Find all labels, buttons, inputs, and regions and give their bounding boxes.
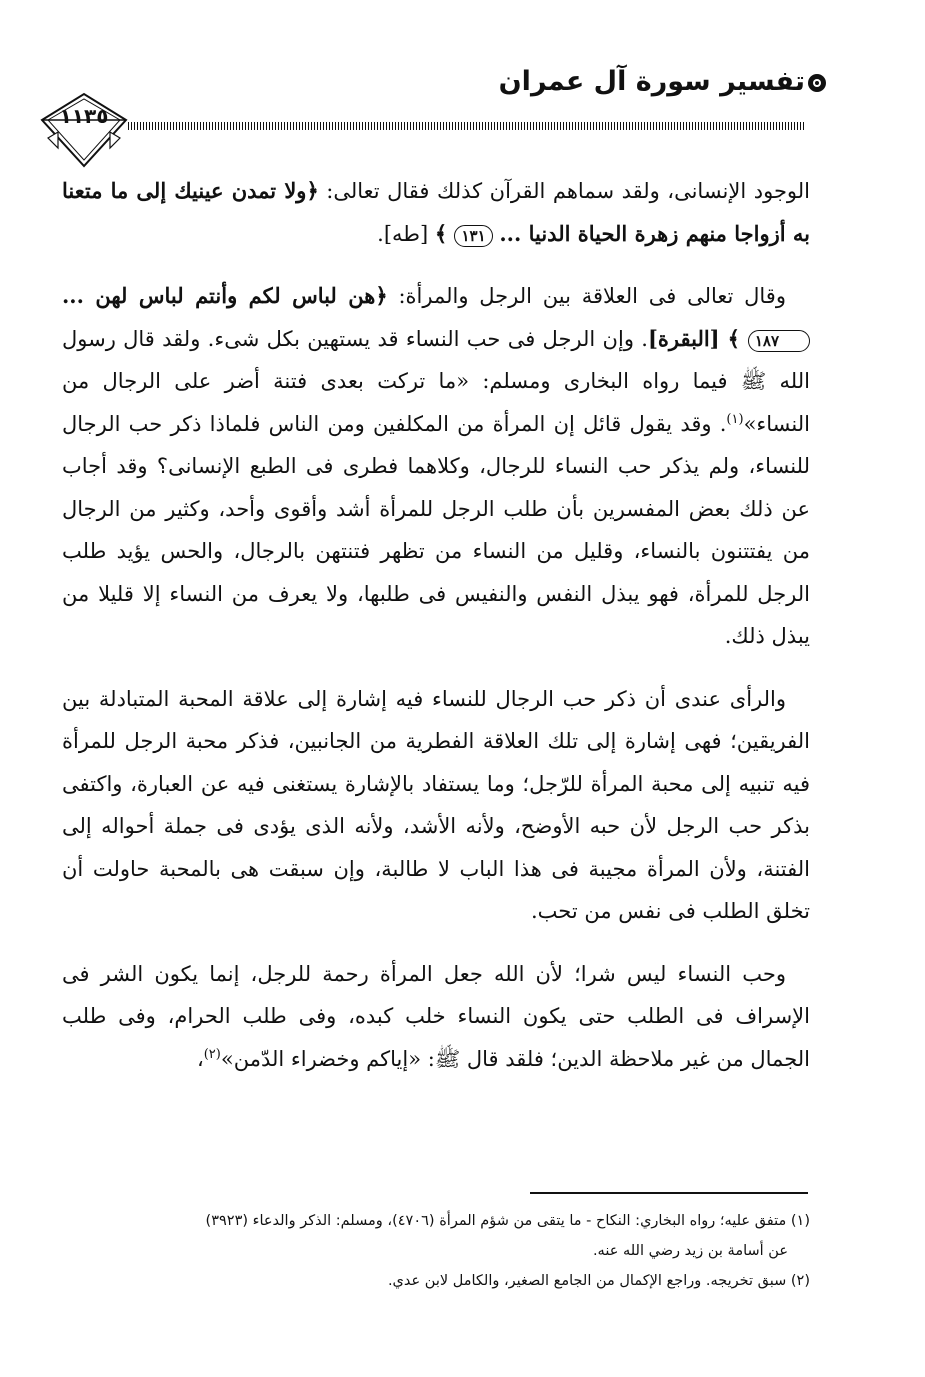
ayah-number-mark: ١٣١ — [454, 225, 492, 247]
footnote-separator — [530, 1192, 808, 1194]
text-run: . وإن الرجل فى حب النساء قد يستهين بكل شىء. ولقد قال رسول الله ﷺ فيما رواه البخارى ومسلم: «ما تركت بعدى فتنة أضر على الرجال من النساء» — [62, 326, 810, 436]
quran-quote: ﴿ولا تمدن عينيك إلى ما متعنا به أزواجا منهم زهرة الحياة الدنيا ... — [62, 178, 810, 246]
text-run: وقال تعالى فى العلاقة بين الرجل والمرأة: — [387, 284, 786, 308]
header-ornament-icon — [806, 72, 828, 94]
paragraph-2 — [62, 275, 810, 658]
paragraph-3 — [62, 678, 810, 933]
quran-quote: [البقرة] — [647, 325, 728, 351]
text-run: ، — [196, 1046, 204, 1071]
quran-quote: ﴾ — [434, 220, 455, 246]
text-run: . وقد يقول قائل إن المرأة من المكلفين ومن الناس فلماذا ذكر حب الرجال للنساء، ولم يذكر حب النساء للرجال، وكلاهما فطرى فى الطبع الإنسانى؟ وقد أجاب عن ذلك بعض المفسرين بأن طلب الرجل للمرأة أشد وأقوى وأحد، وكثير من الرجال من يفتتنون بالنساء، وقليل من النساء من تظهر فتنتهن بالرجال، والحس يؤيد طلب الرجل للمرأة، فهو يبذل النفس والنفيس فى طلبها، ولا يعرف من النساء إلا قليلا من يبذل ذلك. — [62, 411, 810, 648]
page-number-frame-icon — [38, 90, 130, 170]
footnote-2: (٢) سبق تخريجه. وراجع الإكمال من الجامع الصغير، والكامل لابن عدي. — [387, 1273, 810, 1289]
running-header-title: تفسير سورة آل عمران — [498, 66, 805, 97]
paragraph-1 — [62, 170, 810, 255]
body-text — [62, 170, 810, 1080]
footnote-reference: (٢) — [203, 1046, 221, 1062]
paragraph-4 — [62, 953, 810, 1081]
quran-quote: ﴿هن لباس لكم وأنتم لباس لهن ... — [62, 283, 388, 308]
ayah-number-mark: ١٨٧ — [748, 330, 810, 352]
text-run: وحب النساء ليس شرا؛ لأن الله جعل المرأة رحمة للرجل، إنما يكون الشر فى الإسراف فى الطلب حتى يكون النساء خلب كبده، وفى طلب الحرام، وفى طلب الجمال من غير ملاحظة الدين؛ فلقد قال ﷺ: «إياكم وخضراء الدّمن» — [62, 961, 810, 1071]
footnote-1: (١) متفق عليه؛ رواه البخاري: النكاح - ما يتقى من شؤم المرأة (٤٧٠٦)، ومسلم: الذكر والدعاء (٣٩٢٣) — [205, 1213, 810, 1229]
footnote-reference: (١) — [726, 411, 744, 427]
quran-quote: ﴾ — [727, 325, 748, 351]
text-run: الوجود الإنسانى، ولقد سماهم القرآن كذلك فقال تعالى: — [318, 179, 811, 203]
footnotes — [62, 1206, 810, 1296]
page-number: ١١٣٥ — [59, 104, 109, 128]
text-run: [طه]. — [377, 221, 435, 246]
footnote-1-continued: عن أسامة بن زيد رضي الله عنه. — [592, 1243, 788, 1259]
text-run: والرأى عندى أن ذكر حب الرجال للنساء فيه إشارة إلى علاقة المحبة المتبادلة بين الفريقين؛ فهى إشارة إلى تلك العلاقة الفطرية من الجانبين، فذكر محبة الرجل للمرأة فيه تنبيه إلى محبة المرأة للرّجل؛ وما يستفاد بالإشارة يستغنى فيه عن العبارة، واكتفى بذكر حب الرجل لأن حبه الأوضح، ولأنه الأشد، ولأنه الذى يؤدى فى جملة أحواله إلى الفتنة، ولأن المرأة مجيبة فى هذا الباب لا طالبة، وإن سبقت هى بالمحبة حاولت أن تخلق الطلب فى نفس من تحب. — [62, 686, 810, 923]
header-dotted-rule — [128, 122, 805, 130]
